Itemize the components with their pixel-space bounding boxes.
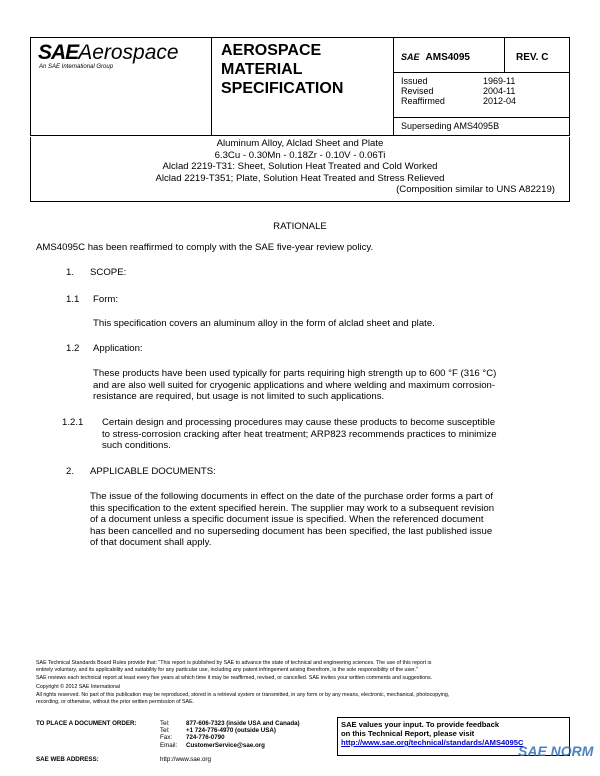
superseding-note: Superseding AMS4095B	[401, 121, 500, 131]
rationale-text: AMS4095C has been reaffirmed to comply with the SAE five-year review policy.	[36, 242, 374, 253]
revision-label: REV. C	[516, 52, 549, 63]
web-address-label: SAE WEB ADDRESS:	[36, 756, 99, 763]
web-address-link[interactable]: http://www.sae.org	[160, 756, 211, 763]
order-label: TO PLACE A DOCUMENT ORDER:	[36, 720, 137, 727]
subject-box: Aluminum Alloy, Alclad Sheet and Plate 6.3Cu - 0.30Mn - 0.18Zr - 0.10V - 0.06Ti Alclad 2219-T31: Sheet, Solution Heat Treated and Cold Worked Alclad 2219-T351; Plate, Solution Heat Treated and Stress Relieved (Composition similar to UNS A82219)	[30, 137, 570, 202]
section-1-number: 1.	[66, 267, 75, 278]
section-1-1-title: Form:	[93, 294, 119, 305]
header-box	[30, 37, 570, 136]
section-1-2-number: 1.2	[66, 343, 80, 354]
document-number: SAE AMS4095	[401, 52, 470, 63]
feedback-box: SAE values your input. To provide feedback on this Technical Report, please visit http://www.sae.org/technical/standards/AMS4095C	[337, 717, 570, 756]
section-1-2-title: Application:	[93, 343, 143, 354]
section-1-2-text: These products have been used typically for parts requiring high strength up to 600 °F (316 °C) and are also well suited for cryogenic applications and where welding and maximum corrosion- resistance are required, but usage is not limited to such applications.	[93, 368, 497, 402]
section-2-title: APPLICABLE DOCUMENTS:	[90, 466, 216, 477]
section-1-2-1-number: 1.2.1	[62, 417, 84, 428]
order-contacts: Tel: 877-606-7323 (inside USA and Canada) Tel: +1 724-776-4970 (outside USA) Fax: 724-776-0790 Email: CustomerService@sae.org	[160, 720, 300, 749]
footer-legal: SAE Technical Standards Board Rules provide that: "This report is published by SAE to advance the state of technical and engineering sciences. The use of this report is entirely voluntary, and its applicability and suitability for any particular use, including any patent infringement arising therefrom, is the sole responsibility of the user." SAE reviews each technical report at least every five years at which time it may be reaffirmed, revised, or cancelled. SAE invites your written comments and suggestions. Copyright © 2012 SAE International All rights reserved. No part of this publication may be reproduced, stored in a retrieval system or transmitted, in any form or by any means, electronic, mechanical, photocopying, recording, or otherwise, without the prior written permission of SAE.	[36, 660, 450, 705]
section-1-title: SCOPE:	[90, 267, 127, 278]
section-1-1-text: This specification covers an aluminum alloy in the form of alclad sheet and plate.	[93, 318, 435, 329]
feedback-link[interactable]: http://www.sae.org/technical/standards/AMS4095C	[341, 738, 524, 747]
document-type-title: AEROSPACE MATERIAL SPECIFICATION	[221, 42, 344, 97]
section-2-number: 2.	[66, 466, 75, 477]
section-1-2-1-text: Certain design and processing procedures may cause these products to become susceptible to stress-corrosion cracking after heat treatment; ARP823 recommends practices to minimize such conditions.	[102, 417, 497, 451]
sae-aerospace-logo: SAEAerospace	[38, 41, 179, 64]
section-2-text: The issue of the following documents in effect on the date of the purchase order forms a part of this specification to the extent specified herein. The supplier may work to a subsequent revision of a document unless a specific document issue is specified. When the referenced document has been cancelled and no superseding document has been specified, the last published issue of that document shall apply.	[90, 491, 495, 548]
rationale-heading: RATIONALE	[273, 221, 327, 232]
sae-norm-watermark: SAE NORM	[518, 743, 594, 759]
logo-subtitle: An SAE International Group	[39, 64, 114, 70]
document-dates: Issued 1969-11 Revised 2004-11 Reaffirmed 2012-04	[401, 76, 517, 106]
section-1-1-number: 1.1	[66, 294, 80, 305]
